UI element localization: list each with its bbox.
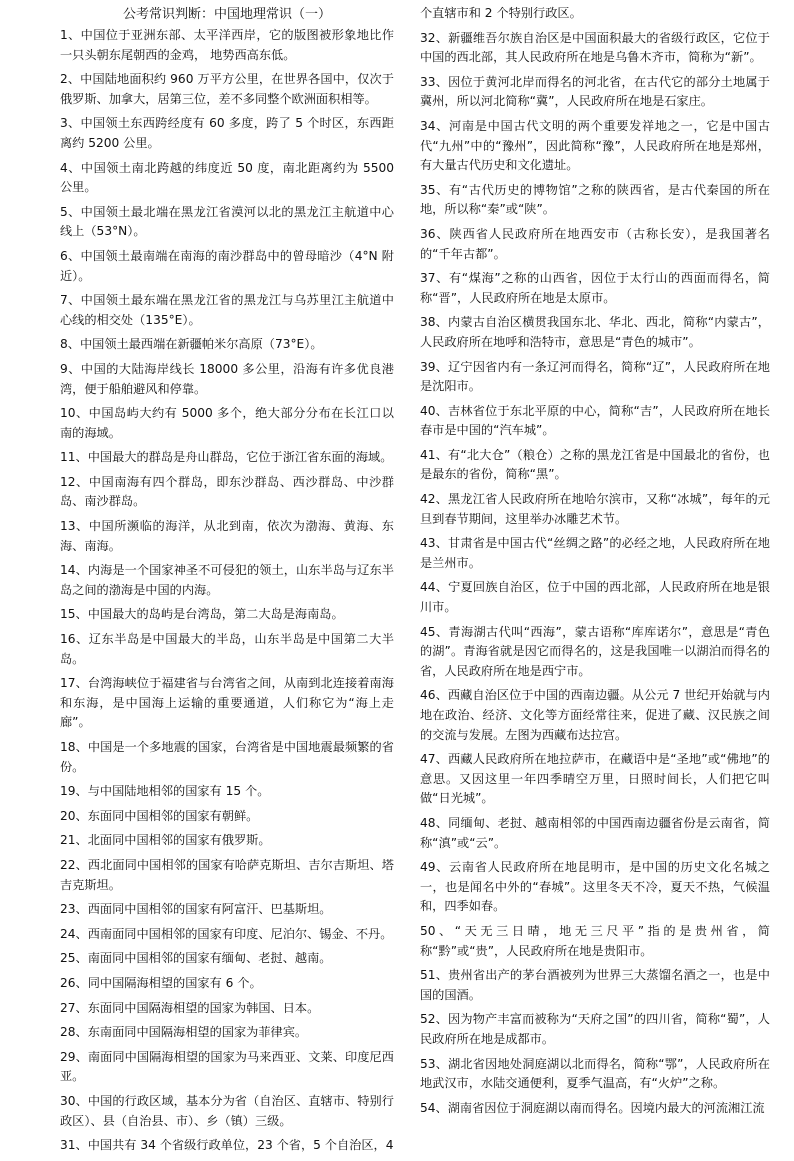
list-item: 36、陕西省人民政府所在地西安市（古称长安），是我国著名的“千年古都”。 <box>420 226 770 261</box>
list-item: 12、中国南海有四个群岛，即东沙群岛、西沙群岛、中沙群岛、南沙群岛。 <box>60 474 394 509</box>
list-item: 30、中国的行政区域，基本分为省（自治区、直辖市、特别行政区）、县（自治县、市）、乡（镇）三级。 <box>60 1093 394 1128</box>
list-item: 个直辖市和 2 个特别行政区。 <box>420 6 582 20</box>
list-item: 46、西藏自治区位于中国的西南边疆。从公元 7 世纪开始就与内地在政治、经济、文化等方面经常往来，促进了藏、汉民族之间的交流与发展。左图为西藏布达拉宫。 <box>420 688 770 742</box>
list-item: 9、中国的大陆海岸线长 18000 多公里，沿海有许多优良港湾，便于船舶避风和停靠。 <box>60 361 394 396</box>
list-item: 2、中国陆地面积约 960 万平方公里，在世界各国中，仅次于俄罗斯、加拿大，居第三位，差不多同整个欧洲面积相等。 <box>60 72 394 106</box>
list-item: 32、新疆维吾尔族自治区是中国面积最大的省级行政区，它位于中国的西北部，其人民政府所在地是乌鲁木齐市，简称为“新”。 <box>420 30 770 65</box>
list-item: 13、中国所濒临的海洋，从北到南，依次为渤海、黄海、东海、南海。 <box>60 519 394 553</box>
list-item: 47、西藏人民政府所在地拉萨市，在藏语中是“圣地”或“佛地”的意思。又因这里一年四季晴空万里，日照时间长，人们把它叫做“日光城”。 <box>420 752 770 806</box>
list-item: 8、中国领土最西端在新疆帕米尔高原（73°E）。 <box>60 337 323 352</box>
list-item: 25、南面同中国相邻的国家有缅甸、老挝、越南。 <box>60 951 332 966</box>
list-item: 21、北面同中国相邻的国家有俄罗斯。 <box>60 833 271 848</box>
list-item: 48、同缅甸、老挝、越南相邻的中国西南边疆省份是云南省，简称“滇”或“云”。 <box>420 815 770 850</box>
list-item: 4、中国领土南北跨越的纬度近 50 度，南北距离约为 5500 公里。 <box>60 160 394 195</box>
list-item: 20、东面同中国相邻的国家有朝鲜。 <box>60 808 259 823</box>
left-column <box>60 4 394 1161</box>
list-item: 51、贵州省出产的茅台酒被列为世界三大蒸馏名酒之一，也是中国的国酒。 <box>420 968 770 1002</box>
list-item: 22、西北面同中国相邻的国家有哈萨克斯坦、吉尔吉斯坦、塔吉克斯坦。 <box>60 857 394 892</box>
two-column-layout <box>60 4 770 1161</box>
list-item: 42、黑龙江省人民政府所在地哈尔滨市，又称“冰城”，每年的元旦到春节期间，这里举办冰雕艺术节。 <box>420 492 770 526</box>
list-item: 31、中国共有 34 个省级行政单位，23 个省，5 个自治区，4 <box>60 1138 394 1153</box>
list-item: 45、青海湖古代叫“西海”，蒙古语称“库库诺尔”，意思是“青色的湖”。青海省就是因它而得名的，这是我国唯一以湖泊而得名的省，人民政府所在地是西宁市。 <box>420 624 770 678</box>
list-item: 18、中国是一个多地震的国家，台湾省是中国地震最频繁的省份。 <box>60 740 394 774</box>
list-item: 1、中国位于亚洲东部、太平洋西岸，它的版图被形象地比作一只头朝东尾朝西的金鸡， 地势西高东低。 <box>60 28 394 62</box>
list-item: 15、中国最大的岛屿是台湾岛，第二大岛是海南岛。 <box>60 607 344 622</box>
list-item: 54、湖南省因位于洞庭湖以南而得名。因境内最大的河流湘江流 <box>420 1100 765 1115</box>
list-item: 27、东面同中国隔海相望的国家为韩国、日本。 <box>60 1000 320 1015</box>
list-item: 26、同中国隔海相望的国家有 6 个。 <box>60 975 262 990</box>
list-item: 37、有“煤海”之称的山西省，因位于太行山的西面而得名，简称“晋”，人民政府所在地是太原市。 <box>420 271 770 305</box>
list-item: 16、辽东半岛是中国最大的半岛，山东半岛是中国第二大半岛。 <box>60 632 394 666</box>
list-item: 41、有“北大仓”（粮仓）之称的黑龙江省是中国最北的省份，也是最东的省份，简称“黑”。 <box>420 447 770 482</box>
list-item: 10、中国岛屿大约有 5000 多个，绝大部分分布在长江口以南的海域。 <box>60 406 394 440</box>
list-item: 23、西面同中国相邻的国家有阿富汗、巴基斯坦。 <box>60 902 332 917</box>
list-item: 28、东南面同中国隔海相望的国家为菲律宾。 <box>60 1025 308 1040</box>
list-item: 53、湖北省因地处洞庭湖以北而得名，简称“鄂”，人民政府所在地武汉市，水陆交通便利，夏季气温高，有“火炉”之称。 <box>420 1056 770 1091</box>
list-item: 6、中国领土最南端在南海的南沙群岛中的曾母暗沙（4°N 附近）。 <box>60 248 394 283</box>
list-item: 52、因为物产丰富而被称为“天府之国”的四川省，简称“蜀”，人民政府所在地是成都市。 <box>420 1012 770 1046</box>
list-item: 19、与中国陆地相邻的国家有 15 个。 <box>60 784 270 799</box>
left-item-list <box>60 26 394 1156</box>
right-column <box>420 4 770 1161</box>
list-item: 43、甘肃省是中国古代“丝绸之路”的必经之地，人民政府所在地是兰州市。 <box>420 536 770 570</box>
list-item: 5、中国领土最北端在黑龙江省漠河以北的黑龙江主航道中心线上（53°N）。 <box>60 204 394 239</box>
list-item: 49、云南省人民政府所在地昆明市，是中国的历史文化名城之一，也是闻名中外的“春城”。这里冬天不冷，夏天不热，气候温和，四季如春。 <box>420 860 770 914</box>
list-item: 11、中国最大的群岛是舟山群岛，它位于浙江省东面的海域。 <box>60 450 393 465</box>
list-item: 14、内海是一个国家神圣不可侵犯的领土，山东半岛与辽东半岛之间的渤海是中国的内海。 <box>60 563 394 597</box>
list-item: 40、吉林省位于东北平原的中心，简称“吉”，人民政府所在地长春市是中国的“汽车城”。 <box>420 403 770 438</box>
list-item: 24、西南面同中国相邻的国家有印度、尼泊尔、锡金、不丹。 <box>60 926 393 941</box>
right-item-list <box>420 4 770 1118</box>
list-item: 3、中国领土东西跨经度有 60 多度，跨了 5 个时区，东西距离约 5200 公里。 <box>60 116 394 150</box>
list-item: 50、“天无三日晴，地无三尺平”指的是贵州省，简称“黔”或“贵”，人民政府所在地是贵阳市。 <box>420 923 770 958</box>
list-item: 39、辽宁因省内有一条辽河而得名，简称“辽”，人民政府所在地是沈阳市。 <box>420 359 770 394</box>
document-title: 公考常识判断：中国地理常识（一） <box>122 7 331 22</box>
list-item: 29、南面同中国隔海相望的国家为马来西亚、文莱、印度尼西亚。 <box>60 1049 394 1084</box>
list-item: 7、中国领土最东端在黑龙江省的黑龙江与乌苏里江主航道中心线的相交处（135°E）。 <box>60 293 394 327</box>
list-item: 44、宁夏回族自治区，位于中国的西北部，人民政府所在地是银川市。 <box>420 580 770 615</box>
list-item: 34、河南是中国古代文明的两个重要发祥地之一，它是中国古代“九州”中的“豫州”，因此简称“豫”，人民政府所在地是郑州，有大量古代历史和文化遗址。 <box>420 118 770 173</box>
list-item: 35、有“古代历史的博物馆”之称的陕西省，是古代秦国的所在地，所以称“秦”或“陕”。 <box>420 182 770 217</box>
list-item: 17、台湾海峡位于福建省与台湾省之间，从南到北连接着南海和东海，是中国海上运输的重要通道，人们称它为“海上走廊”。 <box>60 676 394 730</box>
list-item: 33、因位于黄河北岸而得名的河北省，在古代它的部分土地属于冀州，所以河北简称“冀”，人民政府所在地是石家庄。 <box>420 74 770 109</box>
list-item: 38、内蒙古自治区横贯我国东北、华北、西北，简称“内蒙古”，人民政府所在地呼和浩特市，意思是“青色的城市”。 <box>420 315 770 349</box>
